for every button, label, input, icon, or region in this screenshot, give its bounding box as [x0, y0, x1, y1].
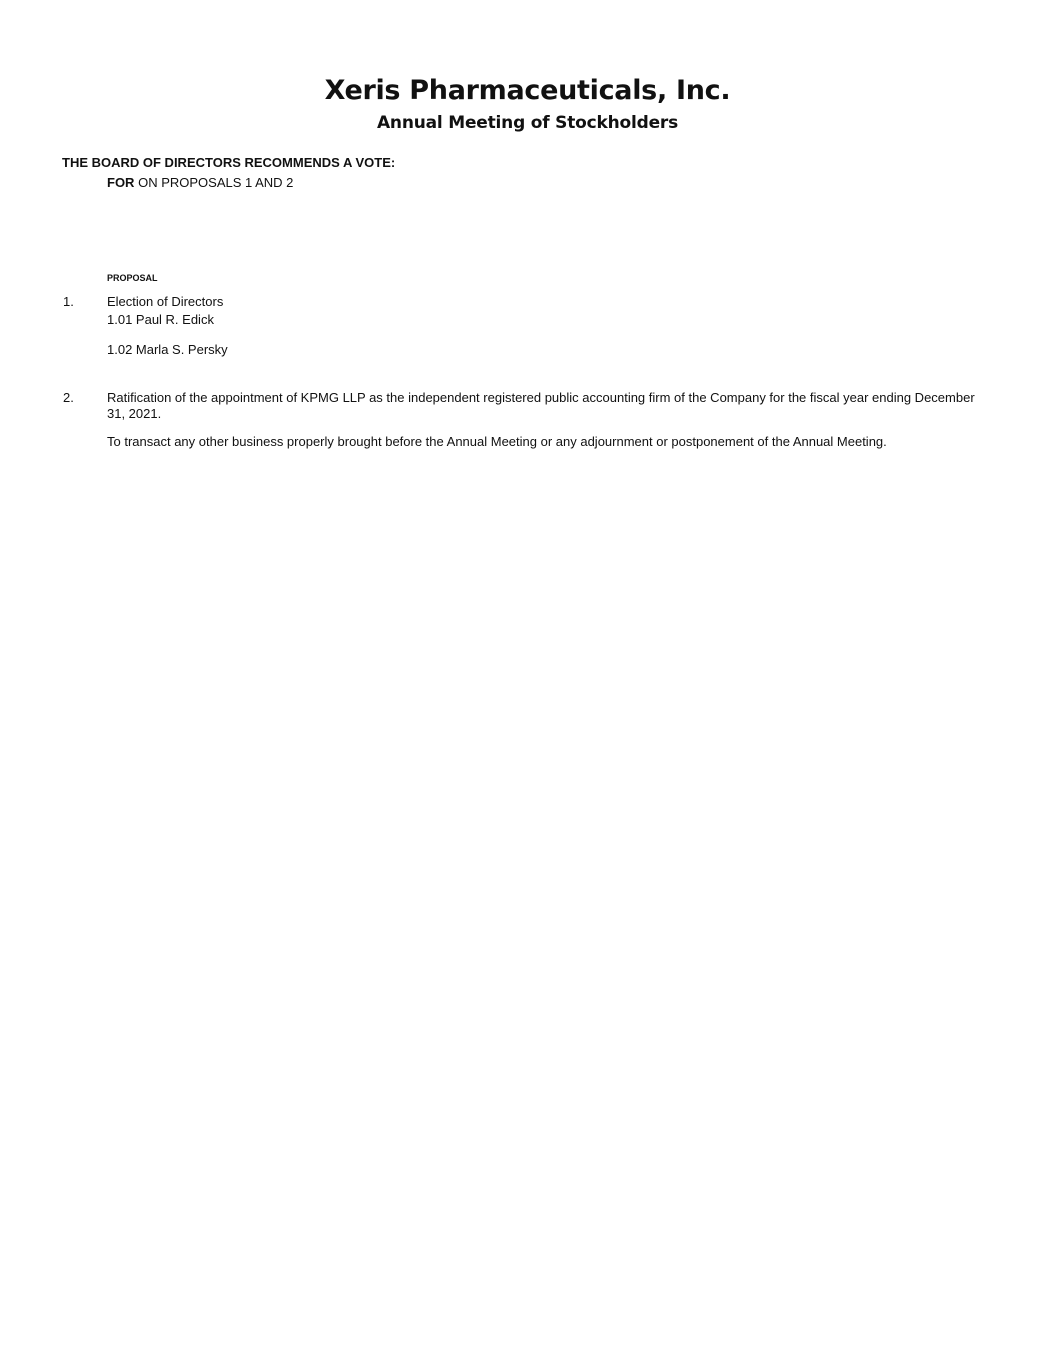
proposal-2-text: Ratification of the appointment of KPMG LLP as the independent registered public accounting firm of the Company for the fiscal year ending December 31, 2021. — [107, 390, 975, 421]
proposal-1-number: 1. — [63, 294, 74, 309]
company-title: Xeris Pharmaceuticals, Inc. — [324, 75, 731, 106]
nominee-2: 1.02 Marla S. Persky — [107, 342, 228, 357]
recommendation-line — [107, 175, 293, 191]
proposal-2-number: 2. — [63, 390, 74, 405]
meeting-subtitle: Annual Meeting of Stockholders — [376, 113, 679, 133]
recommendation-scope: ON PROPOSALS 1 AND 2 — [138, 175, 294, 190]
proposal-column-header: PROPOSAL — [107, 273, 158, 283]
other-business-text: To transact any other business properly brought before the Annual Meeting or any adjournment or postponement of the Annual Meeting. — [107, 434, 887, 449]
proposal-1-text: Election of Directors — [107, 294, 224, 309]
nominee-1: 1.01 Paul R. Edick — [107, 312, 214, 327]
recommendation-vote: FOR — [107, 175, 135, 190]
recommendation-heading: THE BOARD OF DIRECTORS RECOMMENDS A VOTE: — [62, 155, 396, 170]
